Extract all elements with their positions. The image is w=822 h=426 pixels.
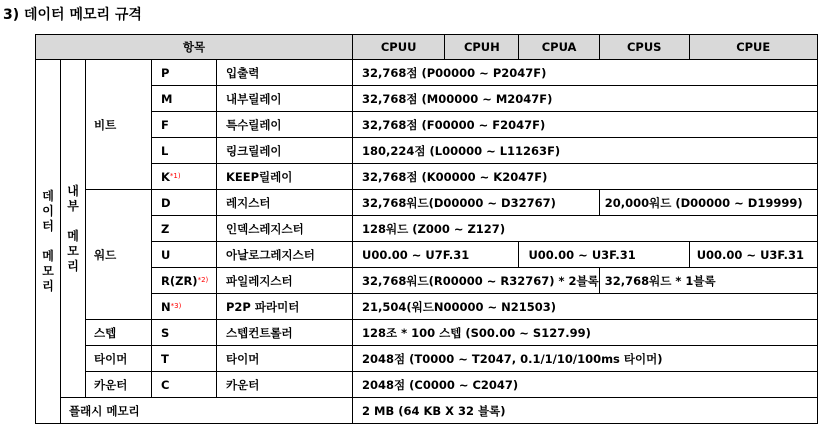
footnote-marker: *3) [170,301,182,310]
device-value: 2048점 (T0000 ~ T2047, 0.1/1/10/100ms 타이머) [353,346,818,372]
device-code: F [152,112,217,138]
device-name: P2P 파라미터 [217,294,353,320]
device-name: 입출력 [217,60,353,86]
device-value: 128워드 (Z000 ~ Z127) [353,216,818,242]
device-code: D [152,190,217,216]
device-value: 2048점 (C0000 ~ C2047) [353,372,818,398]
device-name: 타이머 [217,346,353,372]
device-value: 180,224점 (L00000 ~ L11263F) [353,138,818,164]
table-row [36,216,818,242]
device-name: 인덱스레지스터 [217,216,353,242]
internal-memory-label: 내 부 메 모 리 [61,60,86,398]
table-row [36,138,818,164]
device-value: 32,768점 (P00000 ~ P2047F) [353,60,818,86]
table-row [36,320,818,346]
device-name: 파일레지스터 [217,268,353,294]
data-memory-label: 데 이 터 메 모 리 [36,60,61,424]
group-step: 스텝 [86,320,152,346]
device-code: K$^{*1)}$ [152,164,217,190]
table-row [36,294,818,320]
device-code: C [152,372,217,398]
device-name: 카운터 [217,372,353,398]
device-name: KEEP릴레이 [217,164,353,190]
table-row [36,86,818,112]
table-row [36,398,818,424]
device-value: 128조 * 100 스텝 (S00.00 ~ S127.99) [353,320,818,346]
table-row [36,164,818,190]
device-name: 특수릴레이 [217,112,353,138]
device-value: 20,000워드 (D00000 ~ D19999) [599,190,817,216]
device-value: 32,768워드(R00000 ~ R32767) * 2블록 [353,268,600,294]
device-value: 32,768점 (F00000 ~ F2047F) [353,112,818,138]
device-name: 스텝컨트롤러 [217,320,353,346]
device-code: Z [152,216,217,242]
table-header-row [36,35,818,60]
data-memory-spec-table [35,34,818,424]
table-row [36,190,818,216]
device-code: U [152,242,217,268]
device-code: N$^{*3)}$ [152,294,217,320]
header-cpus: CPUS [599,35,689,60]
group-word: 워드 [86,190,152,320]
device-value: U00.00 ~ U7F.31 [353,242,519,268]
table-row [36,112,818,138]
footnote-marker: *1) [169,171,181,180]
header-cpuu: CPUU [353,35,445,60]
device-code: S [152,320,217,346]
device-name: 아날로그레지스터 [217,242,353,268]
device-name: 레지스터 [217,190,353,216]
device-value: 32,768워드 * 1블록 [599,268,817,294]
device-value: 32,768점 (K00000 ~ K2047F) [353,164,818,190]
table-row [36,60,818,86]
group-counter: 카운터 [86,372,152,398]
header-cpuh: CPUH [445,35,519,60]
table-row [36,242,818,268]
footnote-marker: *2) [197,275,209,284]
device-code: T [152,346,217,372]
device-value: 32,768점 (M00000 ~ M2047F) [353,86,818,112]
device-value: U00.00 ~ U3F.31 [519,242,689,268]
device-value: 21,504(워드N00000 ~ N21503) [353,294,818,320]
section-heading: 3) 데이터 메모리 규격 [3,7,142,23]
device-code: L [152,138,217,164]
device-code: M [152,86,217,112]
device-value: 2 MB (64 KB X 32 블록) [353,398,818,424]
device-name: 내부릴레이 [217,86,353,112]
group-timer: 타이머 [86,346,152,372]
header-item: 항목 [36,35,353,60]
device-code: R(ZR)$^{*2)}$ [152,268,217,294]
device-code: P [152,60,217,86]
device-value: U00.00 ~ U3F.31 [689,242,817,268]
group-flash-memory: 플래시 메모리 [61,398,353,424]
table-row [36,268,818,294]
device-value: 32,768워드(D00000 ~ D32767) [353,190,600,216]
table-row [36,346,818,372]
table-row [36,372,818,398]
header-cpue: CPUE [689,35,817,60]
group-bit: 비트 [86,60,152,190]
device-name: 링크릴레이 [217,138,353,164]
header-cpua: CPUA [519,35,599,60]
